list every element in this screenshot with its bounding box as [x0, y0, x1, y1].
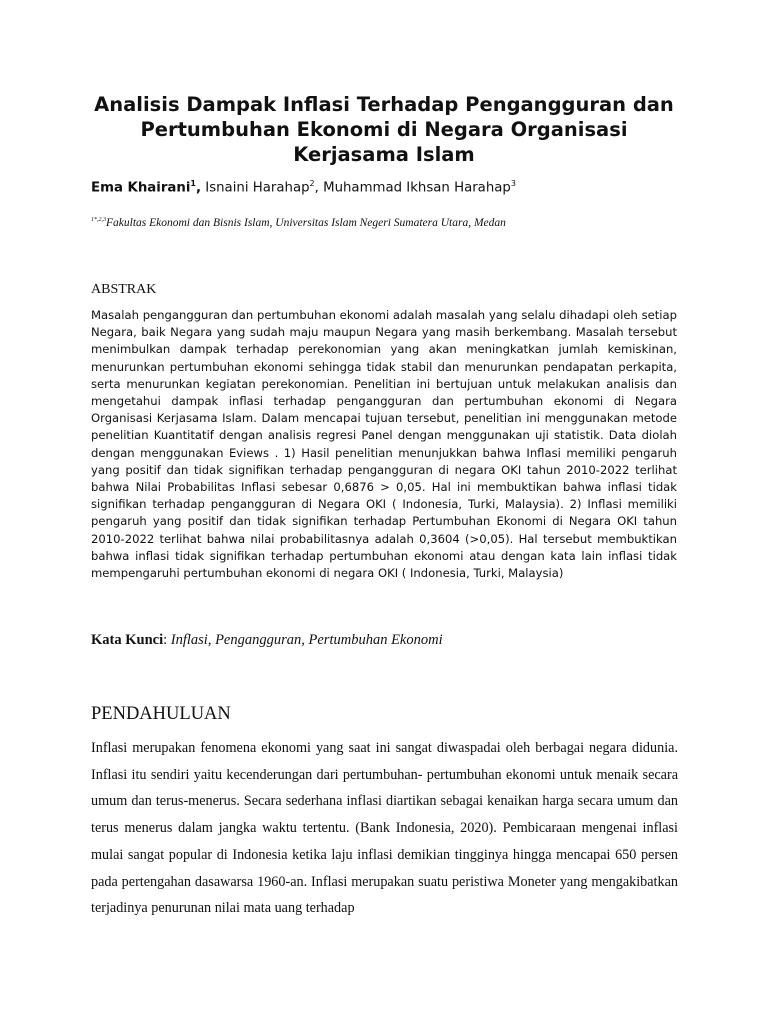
author-affil-mark: 3: [510, 179, 516, 188]
keywords-separator: :: [163, 632, 171, 648]
body-paragraph: Inflasi merupakan fenomena ekonomi yang saat ini sangat diwaspadai oleh berbagai negara didunia. Inflasi itu sendiri yaitu kecenderungan dari pertumbuhan- pertumbuhan ekonomi untuk menaik secara umum dan terus-menerus. Secara sederhana inflasi diartikan sebagai kenaikan harga secara umum dan terus menerus dalam jangka waktu tertentu. (Bank Indonesia, 2020). Pembicaraan mengenai inflasi mulai sangat popular di Indonesia ketika laju inflasi demikian tingginya hingga mencapai 650 persen pada pertengahan dasawarsa 1960-an. Inflasi merupakan suatu peristiwa Moneter yang mengakibatkan terjadinya penurunan nilai mata uang terhadap: [91, 740, 678, 917]
author-affil-mark: 2: [309, 179, 315, 188]
keywords: [91, 631, 691, 649]
keywords-text: Inflasi, Pengangguran, Pertumbuhan Ekonomi: [170, 632, 443, 648]
author-affil-mark: 1: [190, 179, 196, 188]
author-name: Isnaini Harahap: [205, 180, 310, 196]
author-separator: ,: [195, 180, 202, 196]
paper-title: Analisis Dampak Inflasi Terhadap Pengangguran dan Pertumbuhan Ekonomi di Negara Organisasi Kerjasama Islam: [94, 93, 674, 166]
affiliation-mark: 1*,2,3: [91, 217, 106, 223]
author-name: Ema Khairani: [91, 180, 191, 196]
author-line: Ema Khairani$^1$, Isnaini Harahap$^2$, Muhammad Ikhsan Harahap$^3$: [91, 179, 516, 196]
abstract-text: Masalah pengangguran dan pertumbuhan ekonomi adalah masalah yang selalu dihadapi oleh setiap Negara, baik Negara yang sudah maju maupun Negara yang masih berkembang. Masalah tersebut menimbulkan dampak terhadap perekonomian yang akan meningkatkan jumlah kemiskinan, menurunkan pertumbuhan ekonomi sehingga tidak stabil dan menurunkan pendapatan perkapita, serta menurunkan kegiatan perekonomian. Penelitian ini bertujuan untuk melakukan analisis dan mengetahui dampak inflasi terhadap pengangguran dan pertumbuhan ekonomi di Negara Organisasi Kerjasama Islam. Dalam mencapai tujuan tersebut, penelitian ini menggunakan metode penelitian Kuantitatif dengan analisis regresi Panel dengan menggunakan uji statistik. Data diolah dengan menggunakan Eviews . 1) Hasil penelitian menunjukkan bahwa Inflasi memiliki pengaruh yang positif dan tidak signifikan terhadap pengangguran di negara OKI tahun 2010-2022 terlihat bahwa Nilai Probabilitas Inflasi sebesar 0,6876 > 0,05. Hal ini membuktikan bahwa inflasi tidak signifikan terhadap pengangguran di Negara OKI ( Indonesia, Turki, Malaysia). 2) Inflasi memiliki pengaruh yang positif dan tidak signifikan terhadap Pertumbuhan Ekonomi di Negara OKI tahun 2010-2022 terlihat bahwa nilai probabilitasnya adalah 0,3604 (>0,05). Hal tersebut membuktikan bahwa inflasi tidak signifikan terhadap pertumbuhan ekonomi atau dengan kata lain inflasi tidak mempengaruhi pertumbuhan ekonomi di negara OKI ( Indonesia, Turki, Malaysia): [91, 308, 677, 581]
author-name: Muhammad Ikhsan Harahap: [323, 180, 511, 196]
section-body: [91, 735, 678, 922]
section-heading: PENDAHULUAN: [91, 704, 231, 724]
affiliation-text: Fakultas Ekonomi dan Bisnis Islam, Universitas Islam Negeri Sumatera Utara, Medan: [106, 216, 506, 229]
affiliation: [91, 212, 691, 231]
abstract-heading: ABSTRAK: [91, 282, 157, 297]
keywords-label: Kata Kunci: [91, 632, 164, 648]
